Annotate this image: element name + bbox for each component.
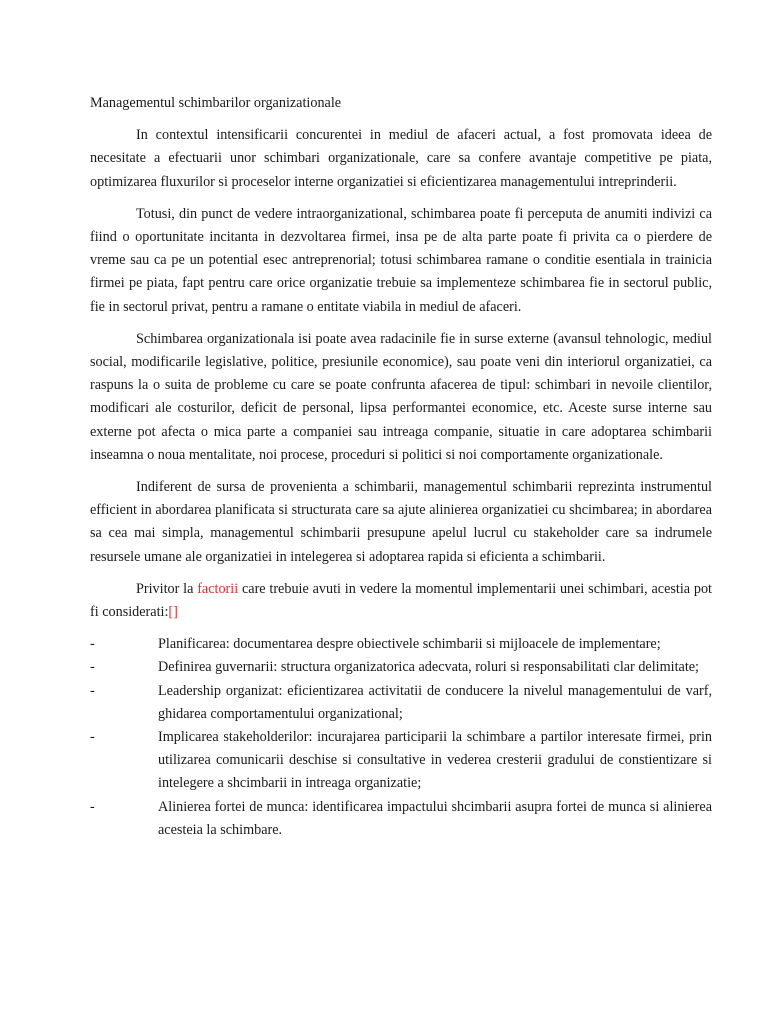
- paragraph-2: Totusi, din punct de vedere intraorganizational, schimbarea poate fi perceputa de anumiti indivizi ca fiind o oportunitate incitanta in dezvoltarea firmei, insa pe de alta parte poate fi privita ca o pierdere de vreme sau ca pe un potential esec antreprenorial; totusi schimbarea ramane o conditie esentiala in trainicia firmei pe piata, fapt pentru care orice organizatie trebuie sa implementeze schimbarea fie in sectorul public, fie in sectorul privat, pentru a ramane o entitate viabila in mediul de afaceri.: [90, 205, 712, 315]
- bullet-dash: -: [90, 798, 95, 815]
- list-item: [90, 726, 712, 796]
- factors-paragraph: [90, 578, 712, 624]
- document-title: Managementul schimbarilor organizationale: [90, 95, 342, 111]
- list-item: [90, 656, 712, 679]
- factors-list: [90, 633, 712, 842]
- bullet-dash: -: [90, 682, 95, 699]
- paragraph-4: Indiferent de sursa de provenienta a schimbarii, managementul schimbarii reprezinta instrumentul efficient in abordarea planificata si structurata care sa ajute alinierea organizatiei cu shcimbarea; in abordarea sa cea mai simpla, managementul schimbarii presupune apelul lucrul cu stakeholder care sa indrumele resursele umane ale organizatiei in intelegerea si adoptarea rapida si eficienta a schimbarii.: [90, 479, 712, 565]
- reference-link[interactable]: []: [168, 604, 178, 621]
- list-item: [90, 633, 712, 656]
- bullet-dash: -: [90, 729, 95, 746]
- list-item-text: Definirea guvernarii: structura organizatorica adecvata, roluri si responsabilitati clar delimitate;: [158, 659, 700, 676]
- list-item-text: Planificarea: documentarea despre obiectivele schimbarii si mijloacele de implementare;: [158, 636, 661, 653]
- paragraph-1: In contextul intensificarii concurentei in mediul de afaceri actual, a fost promovata ideea de necesitate a efectuarii unor schimbari organizationale, care sa confere avantaje competitive pe piata, optimizarea fluxurilor si proceselor interne organizatiei si eficientizarea managementului intreprinderii.: [90, 127, 712, 190]
- bullet-dash: -: [90, 636, 95, 653]
- factorii-link[interactable]: factorii: [197, 580, 239, 597]
- list-item: [90, 680, 712, 726]
- list-item-text: Alinierea fortei de munca: identificarea impactului shcimbarii asupra fortei de munca si alinierea acesteia la schimbare.: [158, 798, 712, 838]
- factors-text-before: Privitor la: [136, 580, 198, 597]
- list-item-text: Implicarea stakeholderilor: incurajarea participarii la schimbare a partilor interesate firmei, prin utilizarea comunicarii deschise si consultative in vederea cresterii gradului de constientizare si intelegere a shcimbarii in intreaga organizatie;: [158, 729, 712, 792]
- paragraph-3: Schimbarea organizationala isi poate avea radacinile fie in surse externe (avansul tehnologic, mediul social, modificarile legislative, politice, presiunile economice), sau poate veni din interiorul organizatiei, ca raspuns la o suita de probleme cu care se poate confrunta afacerea de tipul: schimbari in nevoile clientilor, modificari ale costurilor, deficit de personal, lipsa performantei economice, etc. Aceste surse interne sau externe pot afecta o mica parte a companiei sau intreaga companie, situatie in care adoptarea schimbarii inseamna o noua mentalitate, noi procese, proceduri si politici si noi comportamente organizationale.: [90, 330, 712, 463]
- list-item: [90, 796, 712, 842]
- list-item-text: Leadership organizat: eficientizarea activitatii de conducere la nivelul managementului de varf, ghidarea comportamentului organizational;: [158, 682, 712, 722]
- document-page: [90, 92, 712, 842]
- factors-text-middle: care trebuie avuti in vedere la momentul implementarii unei schimbari, acestia pot fi considerati:: [90, 580, 712, 621]
- bullet-dash: -: [90, 659, 95, 676]
